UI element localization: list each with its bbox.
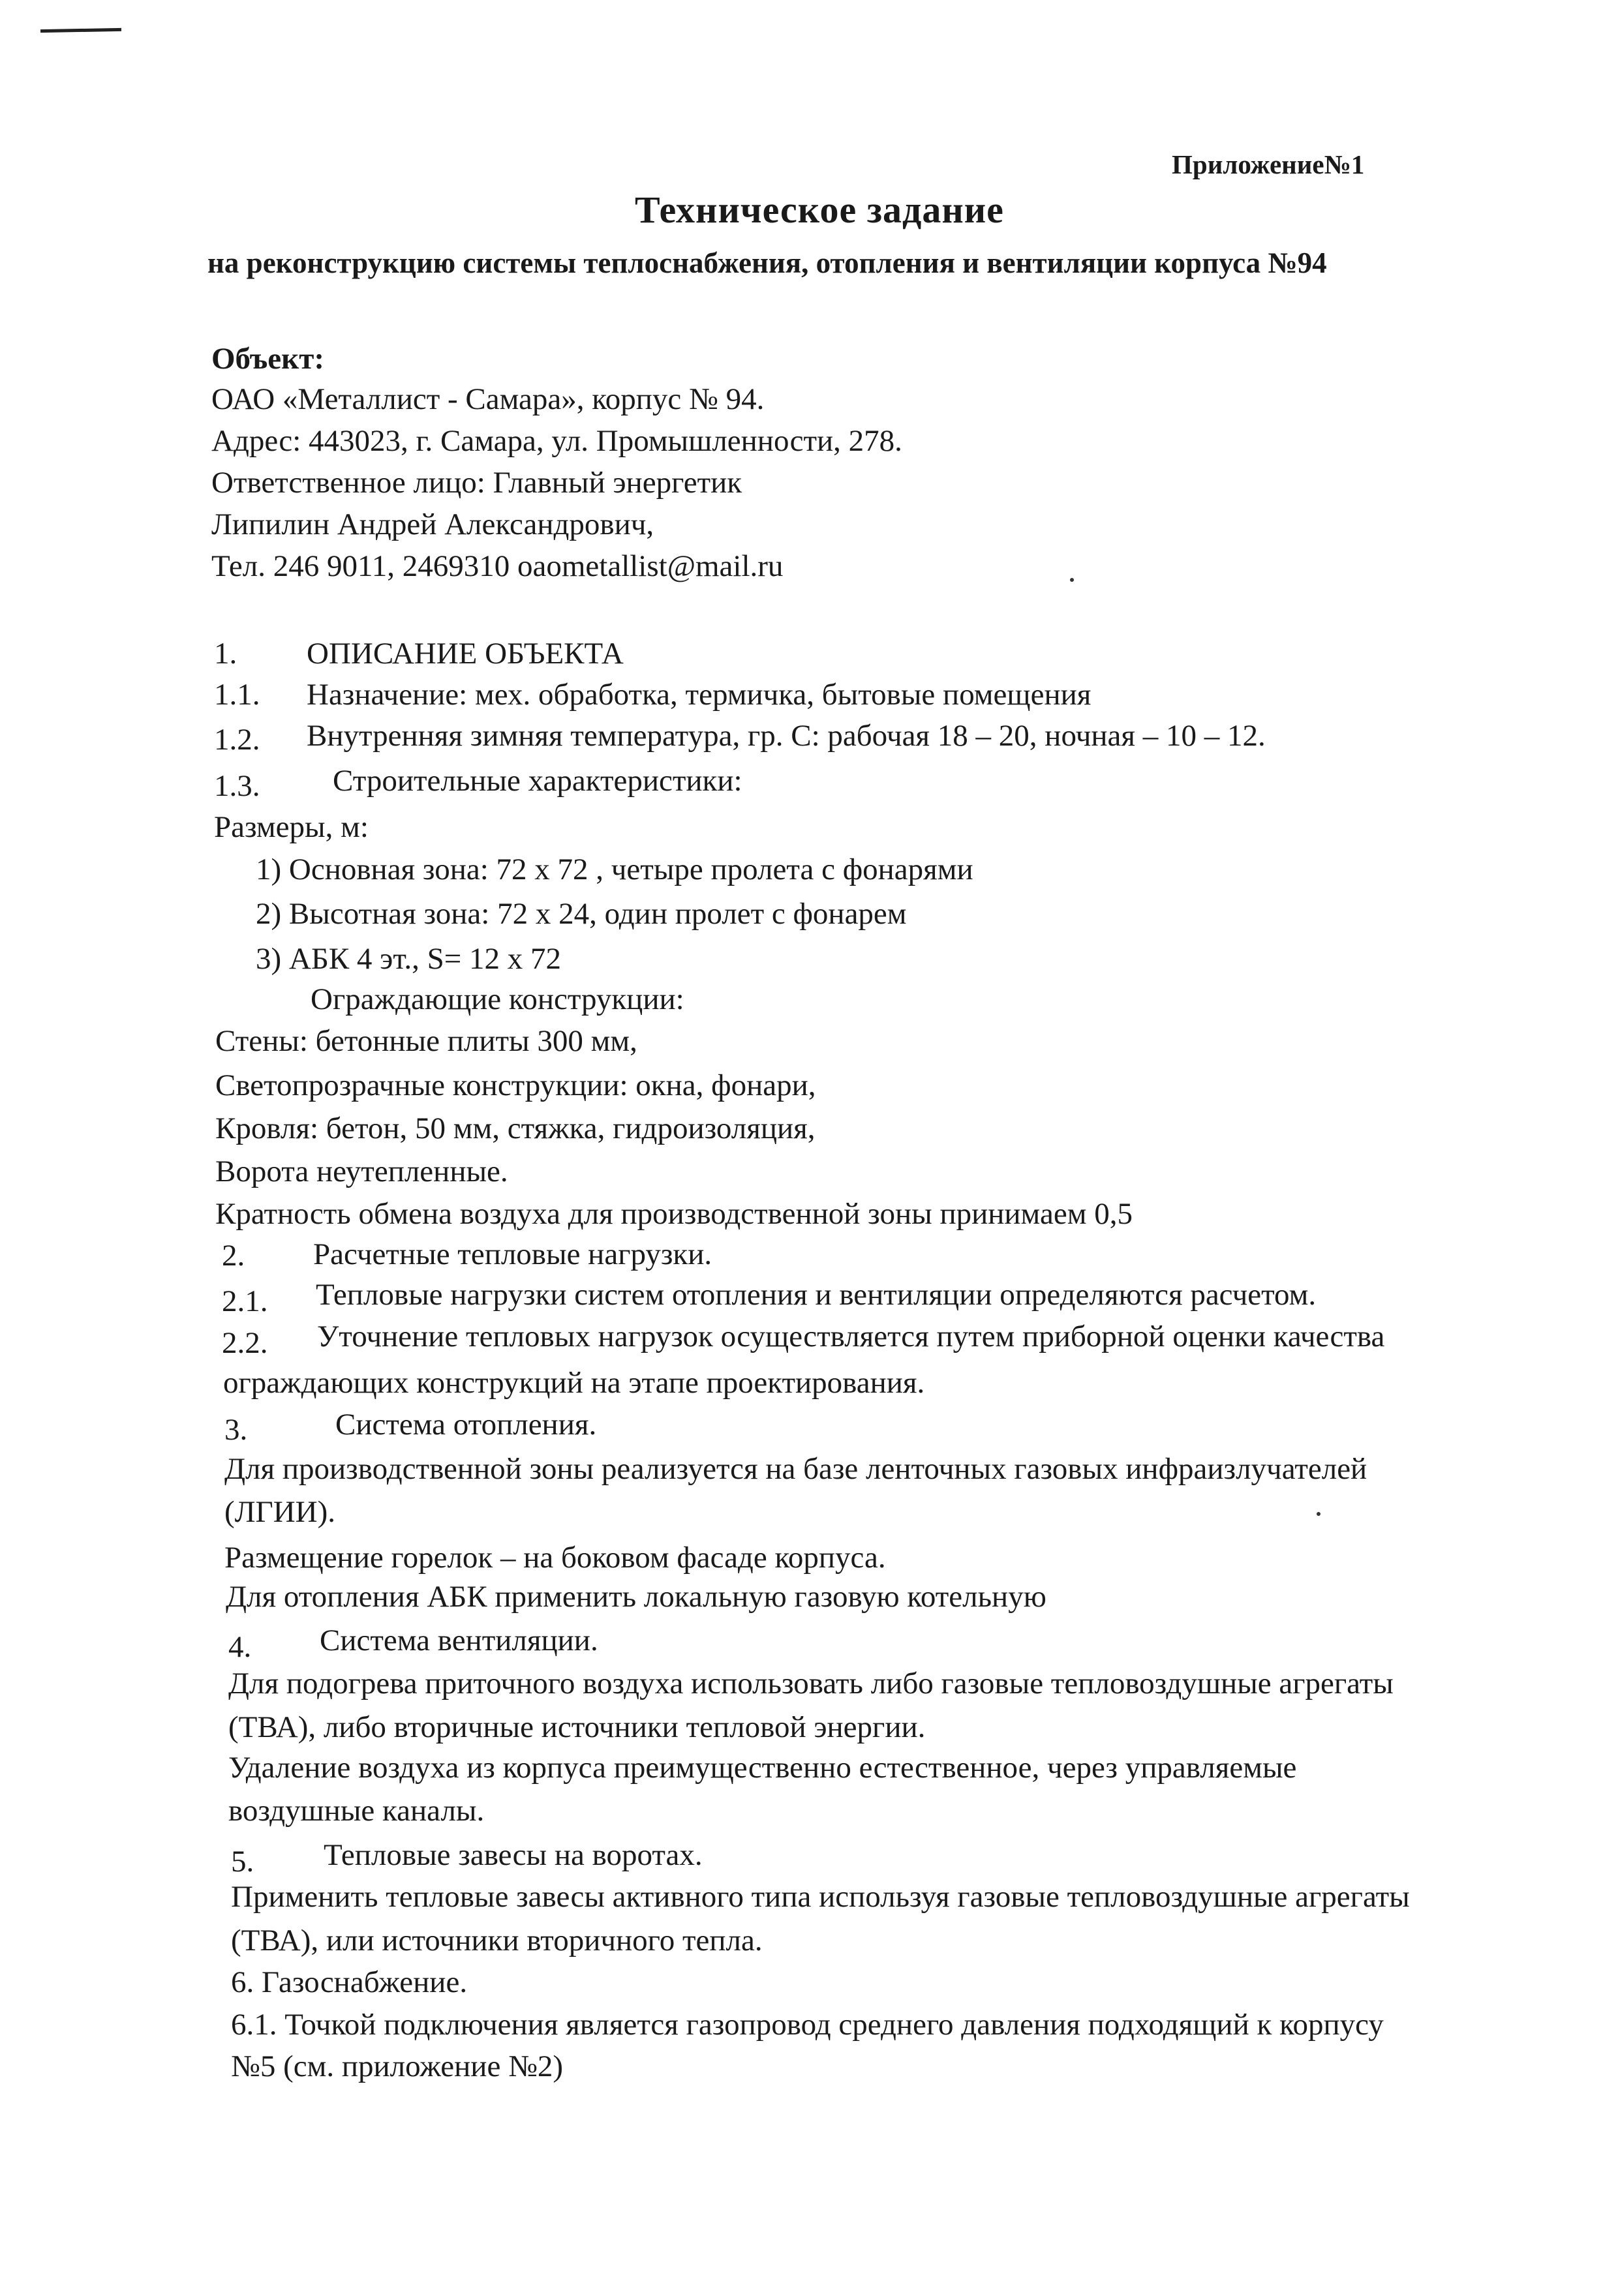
appendix-label: Приложение№1 <box>1172 149 1365 179</box>
list-item: 1) Основная зона: 72 х 72 , четыре пролета с фонарями <box>256 853 973 886</box>
section-number: 4. <box>228 1630 252 1664</box>
paragraph-line: Светопрозрачные конструкции: окна, фонари, <box>215 1068 816 1102</box>
object-person: Липилин Андрей Александрович, <box>211 507 654 541</box>
paragraph-line: (ТВА), или источники вторичного тепла. <box>231 1924 763 1957</box>
paragraph-line: воздушные каналы. <box>228 1794 485 1828</box>
item-text: Уточнение тепловых нагрузок осуществляется путем приборной оценки качества <box>317 1320 1385 1353</box>
item-text: Строительные характеристики: <box>333 764 742 798</box>
paragraph-line: Размещение горелок – на боковом фасаде корпуса. <box>224 1541 886 1575</box>
list-item: 2) Высотная зона: 72 х 24, один пролет с фонарем <box>256 897 907 931</box>
item-text: Внутренняя зимняя температура, гр. С: рабочая 18 – 20, ночная – 10 – 12. <box>307 719 1266 753</box>
section-heading: ОПИСАНИЕ ОБЪЕКТА <box>307 637 624 671</box>
document-title: Техническое задание <box>635 189 1004 231</box>
section-number: 3. <box>224 1413 248 1447</box>
paragraph-line: (ТВА), либо вторичные источники тепловой энергии. <box>228 1710 926 1744</box>
paragraph-line: Кровля: бетон, 50 мм, стяжка, гидроизоляция, <box>215 1111 816 1145</box>
section-heading: Система вентиляции. <box>320 1624 598 1657</box>
paragraph-line: Удаление воздуха из корпуса преимущественно естественное, через управляемые <box>228 1751 1297 1785</box>
item-number: 1.3. <box>214 769 260 803</box>
list-item: 3) АБК 4 эт., S= 12 х 72 <box>256 942 562 976</box>
object-phone: Тел. 246 9011, 2469310 oaometallist@mail.ru <box>211 549 784 583</box>
scan-speck <box>1317 1512 1320 1516</box>
section-heading: Система отопления. <box>335 1408 597 1442</box>
document-subtitle: на реконструкцию системы теплоснабжения, отопления и вентиляции корпуса №94 <box>207 247 1327 279</box>
paragraph-line: Стены: бетонные плиты 300 мм, <box>215 1024 637 1058</box>
paragraph-line: Кратность обмена воздуха для производственной зоны принимаем 0,5 <box>215 1197 1133 1231</box>
object-address: Адрес: 443023, г. Самара, ул. Промышленности, 278. <box>211 424 902 458</box>
paragraph-line: 6.1. Точкой подключения является газопровод среднего давления подходящий к корпусу <box>231 2008 1384 2042</box>
sizes-label: Размеры, м: <box>214 810 369 844</box>
item-text: Назначение: мех. обработка, термичка, бытовые помещения <box>307 678 1091 712</box>
paragraph-line: №5 (см. приложение №2) <box>231 2049 564 2083</box>
item-number: 2.1. <box>222 1284 268 1318</box>
section-number: 5. <box>231 1845 254 1879</box>
object-heading: Объект: <box>211 342 324 376</box>
section-heading: Расчетные тепловые нагрузки. <box>313 1237 712 1271</box>
section-heading: 6. Газоснабжение. <box>231 1965 468 1999</box>
item-number: 2.2. <box>222 1326 268 1360</box>
scan-speck <box>1070 578 1074 582</box>
section-number: 1. <box>214 637 237 671</box>
paragraph-line: Для производственной зоны реализуется на базе ленточных газовых инфраизлучателей <box>224 1452 1367 1486</box>
paragraph-line: Для отопления АБК применить локальную газовую котельную <box>226 1580 1046 1614</box>
scan-artifact-mark <box>40 28 121 33</box>
section-number: 2. <box>222 1239 245 1273</box>
item-text: Тепловые нагрузки систем отопления и вентиляции определяются расчетом. <box>316 1278 1317 1312</box>
paragraph-line: Ворота неутепленные. <box>215 1155 508 1188</box>
object-line: ОАО «Металлист - Самара», корпус № 94. <box>211 382 765 416</box>
section-heading: Тепловые завесы на воротах. <box>324 1838 703 1872</box>
item-number: 1.2. <box>214 723 260 757</box>
subheading: Ограждающие конструкции: <box>311 982 684 1016</box>
item-number: 1.1. <box>214 678 260 712</box>
paragraph-line: ограждающих конструкций на этапе проектирования. <box>223 1366 925 1400</box>
object-responsible: Ответственное лицо: Главный энергетик <box>211 466 742 500</box>
paragraph-line: (ЛГИИ). <box>224 1495 335 1529</box>
paragraph-line: Для подогрева приточного воздуха использовать либо газовые тепловоздушные агрегаты <box>228 1667 1394 1700</box>
paragraph-line: Применить тепловые завесы активного типа используя газовые тепловоздушные агрегаты <box>231 1880 1410 1914</box>
